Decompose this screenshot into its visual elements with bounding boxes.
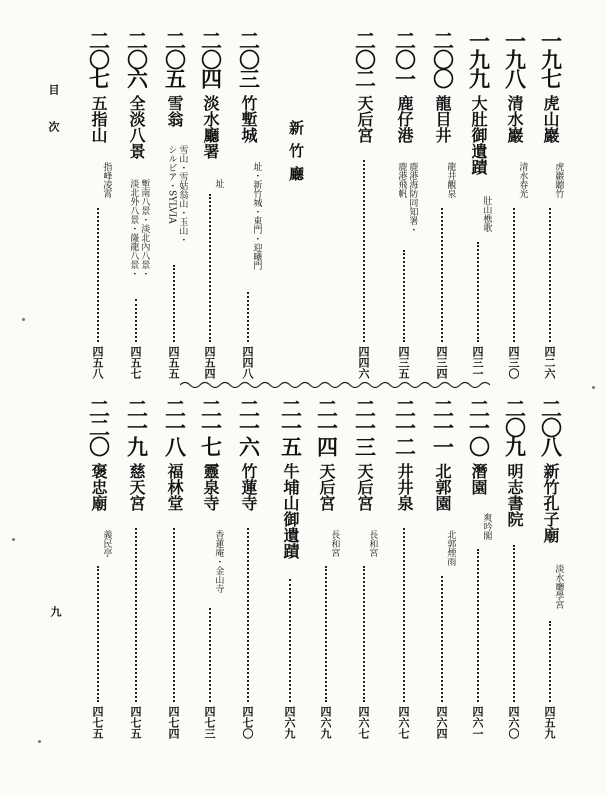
entry-number: 二一三 xyxy=(352,398,377,455)
dot-leader xyxy=(513,208,515,342)
entry-note: 鹿港飛帆 xyxy=(396,162,407,198)
entry-number: 二〇九 xyxy=(502,398,527,455)
entry-note: 爽吟閣 xyxy=(481,513,492,540)
entry-title: 潛園 xyxy=(469,463,488,495)
toc-entry xyxy=(500,398,528,527)
entry-page: 四六九 xyxy=(283,706,296,739)
entry-number: 二二〇 xyxy=(86,398,111,455)
entry-title: 慈天宮 xyxy=(127,463,146,511)
toc-entry xyxy=(390,30,418,143)
entry-page: 四六一 xyxy=(471,706,484,739)
entry-number: 二一八 xyxy=(162,398,187,455)
entry-number: 二一〇 xyxy=(466,398,491,455)
entry-title: 虎山巖 xyxy=(541,95,560,143)
toc-entry xyxy=(500,30,528,143)
entry-page: 四六七 xyxy=(357,706,370,739)
entry-note: 香蓮庵・金山寺 xyxy=(213,530,224,593)
dot-leader xyxy=(477,242,479,342)
entry-note: 肚山樵歌 xyxy=(481,196,492,232)
entry-title: 天后宮 xyxy=(317,463,336,511)
dot-leader xyxy=(209,608,211,703)
entry-number: 二一四 xyxy=(314,398,339,455)
entry-page: 四三一 xyxy=(471,346,484,379)
entry-page: 四七〇 xyxy=(241,706,254,739)
toc-entry xyxy=(428,30,456,143)
entry-number: 二〇三 xyxy=(236,30,261,87)
dot-leader xyxy=(513,545,515,702)
scan-speck xyxy=(38,740,41,743)
entry-page: 四二六 xyxy=(543,346,556,379)
toc-entry xyxy=(428,398,456,511)
dot-leader xyxy=(97,208,99,342)
entry-page: 四四六 xyxy=(357,346,370,379)
toc-entry xyxy=(350,398,378,511)
wavy-divider xyxy=(180,380,490,390)
dot-leader xyxy=(135,299,137,343)
entry-title: 五指山 xyxy=(89,95,108,143)
entry-number: 一九九 xyxy=(466,30,491,87)
entry-number: 二一五 xyxy=(278,398,303,455)
toc-entry xyxy=(84,398,112,511)
entry-page: 四六九 xyxy=(319,706,332,739)
entry-number: 一九七 xyxy=(538,30,563,87)
entry-note: 淡北外八景・嶐龍八景・ xyxy=(128,179,139,278)
entry-number: 二〇五 xyxy=(162,30,187,87)
entry-title: 井井泉 xyxy=(395,463,414,511)
dot-leader xyxy=(549,621,551,703)
dot-leader xyxy=(173,528,175,702)
entry-number: 二〇八 xyxy=(538,398,563,455)
toc-entry xyxy=(464,398,492,495)
entry-page: 四五九 xyxy=(543,706,556,739)
toc-entry xyxy=(122,30,150,159)
entry-title: 牛埔山御遺蹟 xyxy=(281,463,300,559)
page-number: 九 xyxy=(49,606,62,617)
entry-page: 四七五 xyxy=(129,706,142,739)
entry-title: 竹蓮寺 xyxy=(239,463,258,511)
dot-leader xyxy=(403,250,405,342)
toc-entry xyxy=(84,30,112,143)
entry-page: 四六〇 xyxy=(507,706,520,739)
entry-page: 四七三 xyxy=(203,706,216,739)
entry-note: 清水春光 xyxy=(517,162,528,198)
entry-note: 義民亭 xyxy=(101,530,112,557)
entry-number: 二〇六 xyxy=(124,30,149,87)
dot-leader xyxy=(247,292,249,342)
dot-leader xyxy=(247,528,249,702)
entry-note: 長和宮 xyxy=(367,530,378,557)
entry-number: 二〇一 xyxy=(392,30,417,87)
entry-page: 四五八 xyxy=(91,346,104,379)
entry-note: シルビア・SYLVIA xyxy=(166,145,177,224)
toc-entry xyxy=(350,30,378,143)
entry-page: 四六七 xyxy=(397,706,410,739)
entry-title: 明志書院 xyxy=(505,463,524,527)
toc-entry xyxy=(234,30,262,143)
dot-leader xyxy=(289,579,291,702)
entry-number: 二〇〇 xyxy=(430,30,455,87)
entry-note: 龍井觀泉 xyxy=(445,162,456,198)
entry-title: 天后宮 xyxy=(355,95,374,143)
entry-page: 四五五 xyxy=(167,346,180,379)
toc-entry xyxy=(160,398,188,511)
dot-leader xyxy=(325,566,327,703)
scan-speck xyxy=(22,318,25,321)
entry-note: 址・新竹城・東門・迎曦門 xyxy=(251,162,262,270)
entry-note: 址 xyxy=(213,179,224,188)
toc-entry xyxy=(160,30,188,127)
entry-page: 四七四 xyxy=(167,706,180,739)
dot-leader xyxy=(363,566,365,703)
scan-speck xyxy=(12,538,15,541)
toc-entry xyxy=(234,398,262,511)
entry-note: 北郭煙雨 xyxy=(445,530,456,566)
entry-title: 鹿仔港 xyxy=(395,95,414,143)
entry-title: 全淡八景 xyxy=(127,95,146,159)
toc-entry xyxy=(390,398,418,511)
entry-note: 雪山・雪姑翁山・玉山・ xyxy=(177,145,188,244)
dot-leader xyxy=(363,160,365,342)
entry-title: 竹塹城 xyxy=(239,95,258,143)
toc-entry xyxy=(536,398,564,543)
entry-note: 淡水廳學宮 xyxy=(553,564,564,609)
entry-page: 四四八 xyxy=(241,346,254,379)
dot-leader xyxy=(549,208,551,342)
entry-title: 淡水廳署 xyxy=(201,95,220,159)
dot-leader xyxy=(403,528,405,702)
entry-title: 清水巖 xyxy=(505,95,524,143)
dot-leader xyxy=(441,208,443,342)
toc-entry xyxy=(464,30,492,175)
entry-title: 龍目井 xyxy=(433,95,452,143)
entry-page: 四三〇 xyxy=(507,346,520,379)
dot-leader xyxy=(97,566,99,703)
entry-title: 北郭園 xyxy=(433,463,452,511)
entry-title: 雪翁 xyxy=(165,95,184,127)
entry-number: 二一七 xyxy=(198,398,223,455)
dot-leader xyxy=(477,549,479,703)
entry-page: 四三五 xyxy=(397,346,410,379)
section-heading: 新竹廳 xyxy=(287,120,305,189)
entry-note: 鹿港海防同知署・ xyxy=(407,162,418,234)
entry-page: 四六四 xyxy=(435,706,448,739)
entry-title: 大肚御遺蹟 xyxy=(469,95,488,175)
toc-entry xyxy=(196,30,224,159)
entry-number: 二〇二 xyxy=(352,30,377,87)
entry-number: 二一一 xyxy=(430,398,455,455)
entry-note: 長和宮 xyxy=(329,530,340,557)
entry-title: 福林堂 xyxy=(165,463,184,511)
entry-number: 二一二 xyxy=(392,398,417,455)
toc-entry xyxy=(312,398,340,511)
entry-page: 四五四 xyxy=(203,346,216,379)
entry-note: 塹南八景・淡北內八景・ xyxy=(139,179,150,278)
entry-number: 二〇七 xyxy=(86,30,111,87)
entry-title: 褒忠廟 xyxy=(89,463,108,511)
entry-note: 虎巖聽竹 xyxy=(553,162,564,198)
dot-leader xyxy=(135,528,137,702)
entry-title: 天后宮 xyxy=(355,463,374,511)
dot-leader xyxy=(441,576,443,702)
toc-entry xyxy=(196,398,224,511)
entry-number: 一九八 xyxy=(502,30,527,87)
entry-title: 新竹孔子廟 xyxy=(541,463,560,543)
toc-entry xyxy=(276,398,304,559)
toc-entry xyxy=(536,30,564,143)
toc-entry xyxy=(122,398,150,511)
running-head: 目次 xyxy=(47,84,60,158)
dot-leader xyxy=(209,194,211,343)
entry-note: 指峰凌霄 xyxy=(101,162,112,198)
entry-number: 二〇四 xyxy=(198,30,223,87)
entry-page: 四七五 xyxy=(91,706,104,739)
entry-number: 二一六 xyxy=(236,398,261,455)
entry-number: 二一九 xyxy=(124,398,149,455)
scan-speck xyxy=(592,386,595,389)
entry-title: 靈泉寺 xyxy=(201,463,220,511)
dot-leader xyxy=(173,265,175,343)
entry-page: 四三四 xyxy=(435,346,448,379)
entry-page: 四五七 xyxy=(129,346,142,379)
